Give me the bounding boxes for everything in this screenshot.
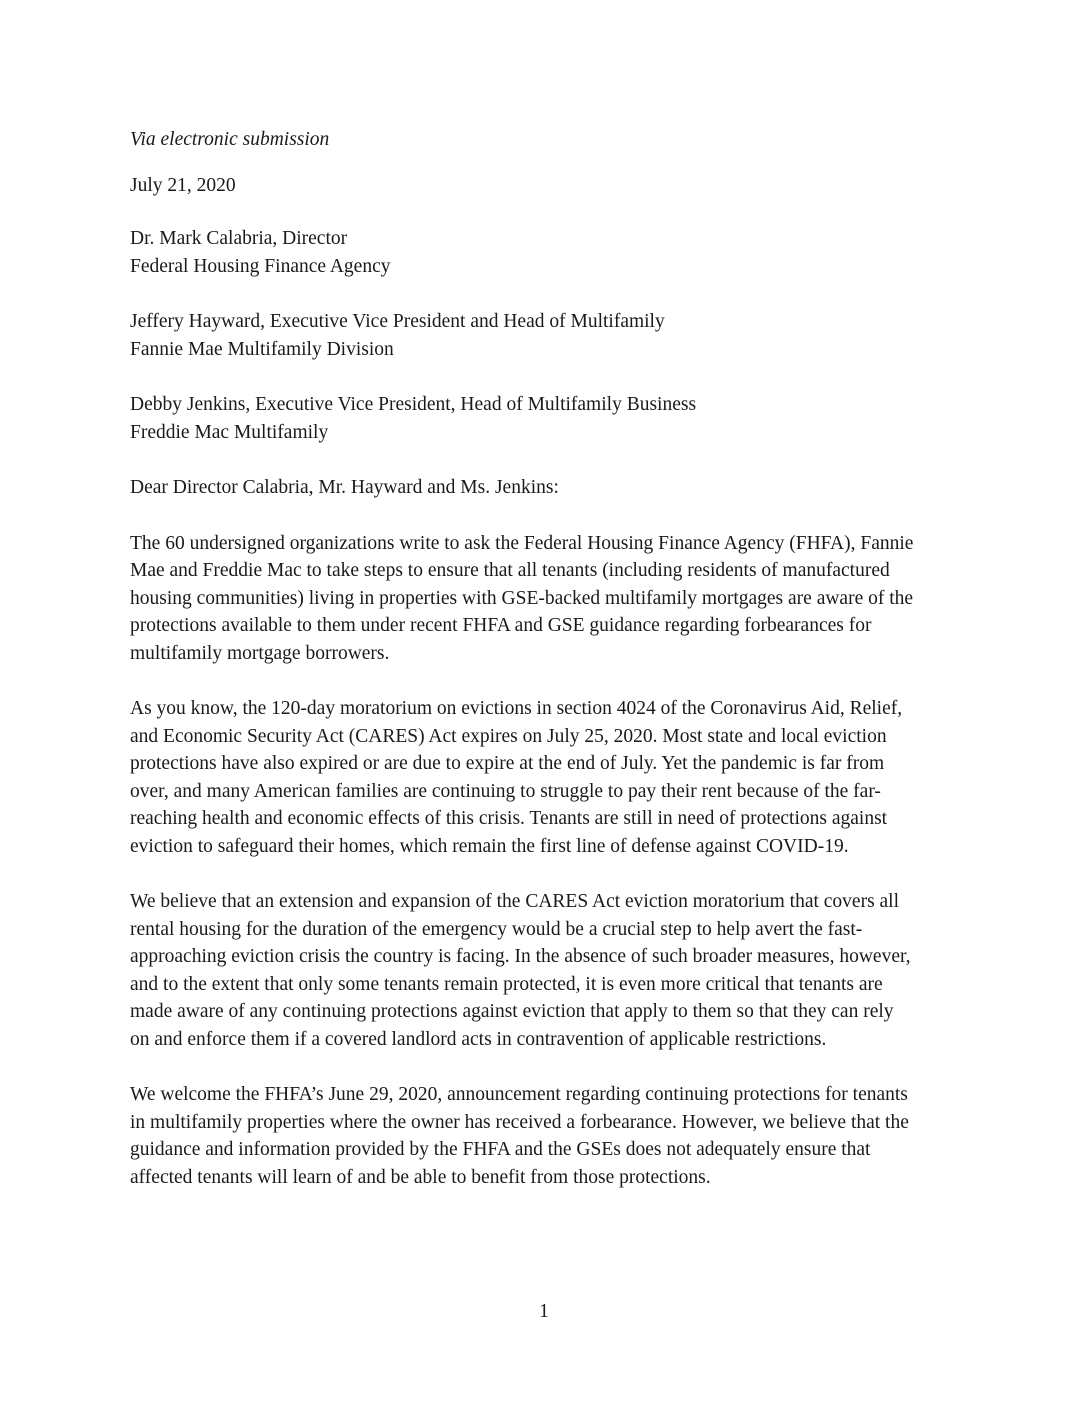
letter-date: July 21, 2020 xyxy=(130,174,236,196)
paragraph-line: made aware of any continuing protections against eviction that apply to them so that they can rely xyxy=(130,1001,894,1022)
body-paragraph xyxy=(130,530,970,668)
paragraph-line: As you know, the 120-day moratorium on evictions in section 4024 of the Coronavirus Aid, Relief, xyxy=(130,698,903,719)
paragraph-line: over, and many American families are continuing to struggle to pay their rent because of the far- xyxy=(130,780,881,802)
addressee-block xyxy=(130,308,970,363)
paragraph-line: and to the extent that only some tenants remain protected, it is even more critical that tenants are xyxy=(130,973,883,995)
paragraph-line: affected tenants will learn of and be able to benefit from those protections. xyxy=(130,1166,711,1188)
addressee-name: Debby Jenkins, Executive Vice President, Head of Multifamily Business xyxy=(130,394,697,415)
paragraph-line: and Economic Security Act (CARES) Act expires on July 25, 2020. Most state and local eviction xyxy=(130,725,887,747)
addressee-organization: Freddie Mac Multifamily xyxy=(130,421,329,443)
addressee-name: Jeffery Hayward, Executive Vice President and Head of Multifamily xyxy=(130,311,665,332)
paragraph-line: on and enforce them if a covered landlord acts in contravention of applicable restrictions. xyxy=(130,1028,827,1050)
body-paragraph xyxy=(130,695,970,860)
salutation: Dear Director Calabria, Mr. Hayward and Ms. Jenkins: xyxy=(130,477,559,498)
addressee-organization: Fannie Mae Multifamily Division xyxy=(130,338,394,360)
addressee-block xyxy=(130,391,970,446)
paragraph-line: guidance and information provided by the FHFA and the GSEs does not adequately ensure that xyxy=(130,1139,871,1160)
addressee-block xyxy=(130,225,970,280)
paragraph-line: housing communities) living in properties with GSE-backed multifamily mortgages are aware of the xyxy=(130,587,914,609)
paragraph-line: protections have also expired or are due to expire at the end of July. Yet the pandemic is far from xyxy=(130,753,885,774)
addressee-organization: Federal Housing Finance Agency xyxy=(130,255,391,277)
addressee-name: Dr. Mark Calabria, Director xyxy=(130,228,348,249)
paragraph-line: reaching health and economic effects of this crisis. Tenants are still in need of protections against xyxy=(130,808,888,829)
paragraph-line: approaching eviction crisis the country is facing. In the absence of such broader measures, however, xyxy=(130,946,911,967)
paragraph-line: Mae and Freddie Mac to take steps to ensure that all tenants (including residents of manufactured xyxy=(130,560,890,581)
paragraph-line: in multifamily properties where the owner has received a forbearance. However, we believe that the xyxy=(130,1111,909,1133)
paragraph-line: multifamily mortgage borrowers. xyxy=(130,642,390,664)
paragraph-line: We believe that an extension and expansion of the CARES Act eviction moratorium that covers all xyxy=(130,891,900,912)
paragraph-line: rental housing for the duration of the emergency would be a crucial step to help avert the fast- xyxy=(130,918,863,940)
paragraph-line: eviction to safeguard their homes, which remain the first line of defense against COVID-19. xyxy=(130,835,849,857)
body-paragraph xyxy=(130,1081,970,1191)
paragraph-line: protections available to them under recent FHFA and GSE guidance regarding forbearances for xyxy=(130,615,872,636)
paragraph-line: We welcome the FHFA’s June 29, 2020, announcement regarding continuing protections for tenants xyxy=(130,1084,908,1105)
paragraph-line: The 60 undersigned organizations write to ask the Federal Housing Finance Agency (FHFA), Fannie xyxy=(130,532,914,554)
delivery-method: Via electronic submission xyxy=(130,129,330,150)
body-paragraph xyxy=(130,888,970,1053)
letter-page xyxy=(130,126,970,1219)
page-number: 1 xyxy=(539,1301,549,1322)
